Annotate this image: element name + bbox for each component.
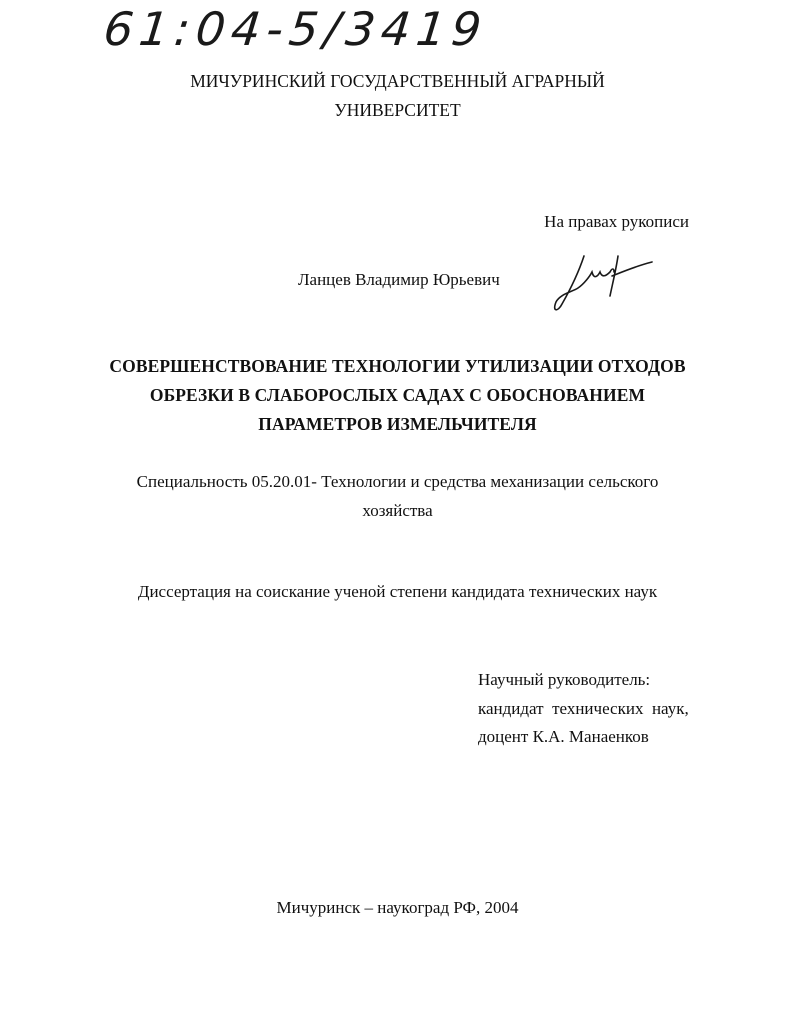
supervisor-label: Научный руководитель: bbox=[478, 670, 651, 689]
university-name bbox=[0, 67, 795, 125]
specialty-line-1: Специальность 05.20.01- Технологии и средства механизации сельского bbox=[136, 472, 659, 491]
place-year: Мичуринск – наукоград РФ, 2004 bbox=[276, 898, 519, 917]
title-line-3: ПАРАМЕТРОВ ИЗМЕЛЬЧИТЕЛЯ bbox=[258, 414, 537, 434]
supervisor-degree: кандидат технических наук, bbox=[478, 698, 689, 718]
supervisor-block bbox=[478, 666, 689, 752]
degree-statement: Диссертация на соискание ученой степени кандидата технических наук bbox=[137, 582, 658, 601]
dissertation-title bbox=[0, 352, 795, 439]
specialty-line-2: хозяйства bbox=[362, 501, 433, 520]
rights-note: На правах рукописи bbox=[544, 212, 689, 231]
author-name: Ланцев Владимир Юрьевич bbox=[298, 270, 500, 289]
supervisor-name: доцент К.А. Манаенков bbox=[478, 727, 649, 746]
title-line-1: СОВЕРШЕНСТВОВАНИЕ ТЕХНОЛОГИИ УТИЛИЗАЦИИ ОТХОДОВ bbox=[109, 356, 686, 376]
university-line-2: УНИВЕРСИТЕТ bbox=[334, 100, 461, 120]
signature-icon bbox=[548, 246, 658, 316]
specialty bbox=[0, 467, 795, 525]
archive-code: 61:04-5/3419 bbox=[101, 2, 490, 56]
university-line-1: МИЧУРИНСКИЙ ГОСУДАРСТВЕННЫЙ АГРАРНЫЙ bbox=[190, 71, 605, 91]
title-line-2: ОБРЕЗКИ В СЛАБОРОСЛЫХ САДАХ С ОБОСНОВАНИЕМ bbox=[149, 385, 646, 405]
